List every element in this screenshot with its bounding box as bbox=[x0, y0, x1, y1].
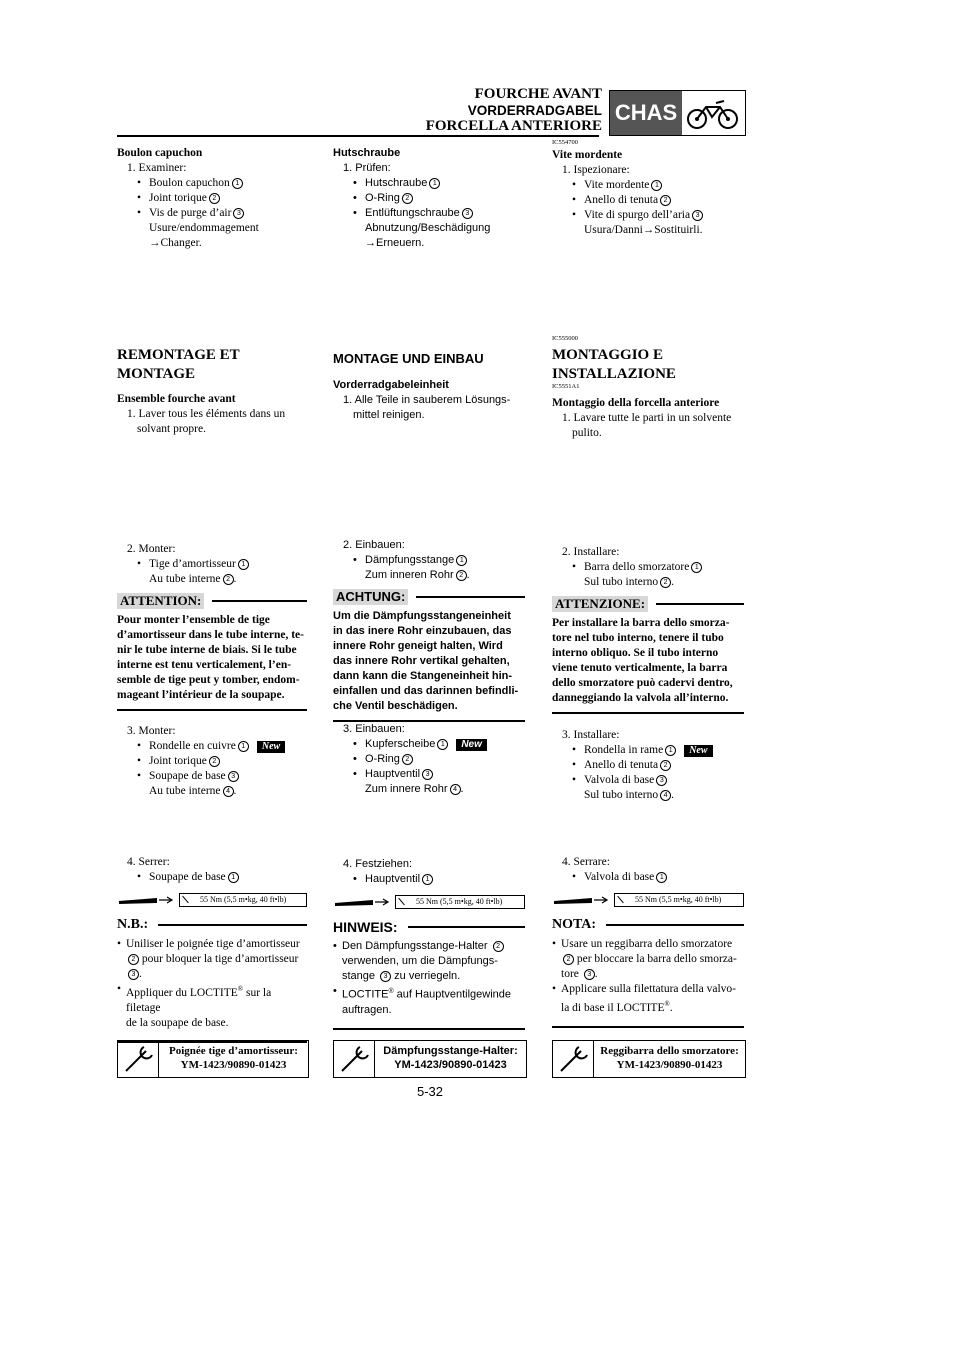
de-s2-title: Vorderradgabeleinheit bbox=[333, 379, 449, 391]
callout-2: 2 bbox=[456, 570, 467, 581]
callout-1: 1 bbox=[429, 178, 440, 189]
it-s1-item: • Anello di tenuta 2 bbox=[552, 193, 744, 208]
de-s1-item: • Hutschraube 1 bbox=[333, 176, 525, 191]
de-warning-label: ACHTUNG: bbox=[333, 589, 408, 605]
fr-warning-text: Pour monter l’ensemble de tige d’amortisseur dans le tube interne, te- nir le tube interne de biais. Si le tube interne est tenu verticalement, l’en- semble de tige peut y tomber, endom- mageant l’intérieur de la soupape. bbox=[117, 614, 304, 701]
it-section-montaggio bbox=[552, 346, 744, 441]
it-s3-item: • Anello di tenuta 2 bbox=[552, 758, 744, 773]
callout-1: 1 bbox=[238, 741, 249, 752]
fr-s1-item: • Vis de purge d’air 3 bbox=[117, 206, 307, 221]
it-section-vite bbox=[552, 148, 744, 238]
de-s3-step: 3. Einbauen: bbox=[343, 723, 405, 735]
it-s2-text: 1. Lavare tutte le parti in un solvente bbox=[562, 412, 732, 424]
torque-value: 55 Nm (5,5 m•kg, 40 ft•lb) bbox=[395, 895, 525, 909]
fr-s1-step1: 1. Examiner: bbox=[127, 162, 187, 174]
fr-s1-text: →Changer. bbox=[149, 237, 202, 249]
callout-3: 3 bbox=[128, 969, 139, 980]
callout-2: 2 bbox=[209, 193, 220, 204]
callout-2: 2 bbox=[493, 941, 504, 952]
fr-s2-text: 1. Laver tous les éléments dans un bbox=[127, 408, 286, 420]
callout-2: 2 bbox=[660, 577, 671, 588]
de-s2-text: mittel reinigen. bbox=[353, 409, 425, 421]
torque-wrench-icon bbox=[333, 895, 395, 909]
it-s4-step: 4. Serrare: bbox=[562, 856, 610, 868]
callout-1: 1 bbox=[228, 872, 239, 883]
callout-2: 2 bbox=[209, 756, 220, 767]
fr-s3-item: • Rondelle en cuivre 1 New bbox=[117, 739, 307, 754]
it-s2-item: Sul tubo interno 2 . bbox=[584, 576, 674, 588]
it-tool-code: YM-1423/90890-01423 bbox=[616, 1059, 723, 1071]
de-tool-code: YM-1423/90890-01423 bbox=[394, 1059, 507, 1071]
callout-3: 3 bbox=[233, 208, 244, 219]
de-s2-item: Zum inneren Rohr 2 . bbox=[365, 569, 470, 581]
fr-s2-step2: 2. Monter: bbox=[127, 543, 176, 555]
it-note-header bbox=[552, 917, 744, 933]
de-note-label: HINWEIS: bbox=[333, 919, 398, 935]
callout-1: 1 bbox=[456, 555, 467, 566]
wrench-icon bbox=[553, 1041, 594, 1077]
torque-wrench-icon bbox=[552, 893, 614, 907]
it-s3-step: 3. Installare: bbox=[562, 729, 620, 741]
header-title-de: VORDERRADGABEL bbox=[467, 103, 602, 118]
header-title-fr: FOURCHE AVANT bbox=[474, 86, 602, 102]
callout-3: 3 bbox=[422, 769, 433, 780]
torque-wrench-icon bbox=[117, 893, 179, 907]
it-s1-item: • Vite di spurgo dell’aria 3 bbox=[552, 208, 744, 223]
callout-4: 4 bbox=[223, 786, 234, 797]
it-s4-item: • Valvola di base 1 bbox=[552, 870, 744, 885]
de-s3-item: • Hauptventil 3 bbox=[333, 767, 525, 782]
it-s3-item: Sul tubo interno 4 . bbox=[584, 789, 674, 801]
section-badge-label: CHAS bbox=[610, 91, 682, 135]
de-s1-text: Abnutzung/Beschädigung bbox=[365, 222, 491, 234]
it-s1-title: Vite mordente bbox=[552, 149, 623, 161]
fr-tool-name: Poignée tige d’amortisseur: bbox=[169, 1045, 298, 1057]
it-heading: MONTAGGIO E bbox=[552, 347, 663, 363]
de-s2-item: • Dämpfungsstange 1 bbox=[333, 553, 525, 568]
de-warning-text: Um die Dämpfungsstangeneinheit in das inere Rohr einzubauen, das innere Rohr geneigt halten, Wird das innere Rohr vertikal gehalten, dann kann die Stangeneinheit hin- einfallen und das darinnen befindli- che Ventil beschädigen. bbox=[333, 610, 519, 712]
it-note-label: NOTA: bbox=[552, 917, 597, 932]
fr-heading: MONTAGE bbox=[117, 366, 196, 382]
callout-1: 1 bbox=[437, 739, 448, 750]
callout-2: 2 bbox=[402, 754, 413, 765]
it-warning-rule bbox=[552, 712, 744, 714]
torque-value: 55 Nm (5,5 m•kg, 40 ft•lb) bbox=[179, 893, 307, 907]
de-step-4: 4. Festziehen: • Hauptventil 1 55 Nm (5,5 m•kg, 40 ft•lb) HINWEIS: • Den Dämpfungsstange-Halter 2 verwenden, um die Dämpfungs- stange 3 zu verriegeln. • LOCTITE® auf Hauptventilgewinde auftragen. bbox=[333, 857, 525, 1030]
fr-s1-title: Boulon capuchon bbox=[117, 147, 203, 159]
de-torque-spec bbox=[333, 895, 525, 909]
de-section-montage bbox=[333, 349, 525, 423]
callout-2: 2 bbox=[660, 195, 671, 206]
header-title-it: FORCELLA ANTERIORE bbox=[425, 118, 602, 134]
de-step-2 bbox=[333, 538, 525, 722]
de-s3-item: Zum innere Rohr 4 . bbox=[365, 783, 464, 795]
de-special-tool bbox=[333, 1040, 527, 1078]
it-s1-item: • Vite mordente 1 bbox=[552, 178, 744, 193]
it-s1-text: Usura/Danni→Sostituirli. bbox=[584, 224, 703, 236]
de-note-item: • LOCTITE® auf Hauptventilgewinde bbox=[333, 984, 525, 1003]
header-rule bbox=[117, 135, 599, 137]
de-note-item: • Den Dämpfungsstange-Halter 2 bbox=[333, 939, 525, 954]
it-warning-text: Per installare la barra dello smorza- tore nel tubo interno, tenere il tubo interno obliquo. Se il tubo interno viene tenuto verticalmente, la barra dello smorzatore può cadervi dentro, danneggiando la valvola all’interno. bbox=[552, 617, 733, 704]
fr-s1-text: Usure/endommagement bbox=[149, 222, 259, 234]
callout-2: 2 bbox=[223, 574, 234, 585]
callout-3: 3 bbox=[692, 210, 703, 221]
page-number: 5-32 bbox=[416, 1084, 444, 1099]
callout-3: 3 bbox=[380, 971, 391, 982]
fr-section-montage bbox=[117, 346, 307, 437]
code-ic555000: IC555000 bbox=[552, 335, 578, 342]
it-s2-title: Montaggio della forcella anteriore bbox=[552, 397, 720, 409]
fr-s3-item: • Soupape de base 3 bbox=[117, 769, 307, 784]
fr-heading: REMONTAGE ET bbox=[117, 347, 240, 363]
de-note-header bbox=[333, 919, 525, 935]
de-s2-text: 1. Alle Teile in sauberem Lösungs- bbox=[343, 394, 511, 406]
it-heading: INSTALLAZIONE bbox=[552, 366, 676, 382]
fr-note-label: N.B.: bbox=[117, 917, 149, 932]
it-note-item: • Applicare sulla filettatura della valvo- bbox=[552, 982, 744, 997]
fr-s2-title: Ensemble fourche avant bbox=[117, 393, 236, 405]
de-s3-item: • Kupferscheibe 1 New bbox=[333, 737, 525, 752]
it-torque-spec bbox=[552, 893, 744, 907]
fr-step-2 bbox=[117, 542, 307, 711]
it-step-3 bbox=[552, 728, 744, 803]
de-note-rule bbox=[333, 1028, 525, 1030]
fr-s2-text: solvant propre. bbox=[137, 423, 206, 435]
de-s3-item: • O-Ring 2 bbox=[333, 752, 525, 767]
fr-s3-step: 3. Monter: bbox=[127, 725, 176, 737]
fr-note-item: • Appliquer du LOCTITE® sur la filetage bbox=[117, 982, 307, 1016]
callout-1: 1 bbox=[422, 874, 433, 885]
it-s2-text: pulito. bbox=[572, 427, 602, 439]
torque-value: 55 Nm (5,5 m•kg, 40 ft•lb) bbox=[614, 893, 744, 907]
fr-s4-step: 4. Serrer: bbox=[127, 856, 170, 868]
fr-section-boulon bbox=[117, 146, 307, 251]
it-note-item: • Usare un reggibarra dello smorzatore bbox=[552, 937, 744, 952]
callout-1: 1 bbox=[691, 562, 702, 573]
callout-2: 2 bbox=[660, 760, 671, 771]
callout-3: 3 bbox=[656, 775, 667, 786]
fr-note-item: • Uniliser le poignée tige d’amortisseur bbox=[117, 937, 307, 952]
fr-s1-item: • Joint torique 2 bbox=[117, 191, 307, 206]
it-special-tool bbox=[552, 1040, 746, 1078]
de-s1-step1: 1. Prüfen: bbox=[343, 162, 391, 174]
fr-special-tool bbox=[117, 1040, 309, 1078]
it-s2-step2: 2. Installare: bbox=[562, 546, 620, 558]
de-warning-header bbox=[333, 589, 525, 605]
callout-1: 1 bbox=[665, 745, 676, 756]
de-s1-text: →Erneuern. bbox=[365, 237, 425, 249]
it-tool-name: Reggibarra dello smorzatore: bbox=[600, 1045, 739, 1057]
de-s4-item: • Hauptventil 1 bbox=[333, 872, 525, 887]
callout-3: 3 bbox=[228, 771, 239, 782]
fr-tool-code: YM-1423/90890-01423 bbox=[180, 1059, 287, 1071]
callout-4: 4 bbox=[450, 784, 461, 795]
wrench-icon bbox=[334, 1041, 375, 1077]
new-part-badge: New bbox=[257, 741, 285, 753]
de-s4-step: 4. Festziehen: bbox=[343, 858, 413, 870]
fr-step-4: 4. Serrer: • Soupape de base 1 55 Nm (5,5 m•kg, 40 ft•lb) N.B.: • Uniliser le poignée tige d’amortisseur 2 pour bloquer la tige d’amortisseur 3 . • Appliquer du LOCTITE® sur la filetage de la soupape de base. bbox=[117, 855, 307, 1043]
fr-note-header bbox=[117, 917, 307, 933]
callout-1: 1 bbox=[651, 180, 662, 191]
it-warning-header bbox=[552, 596, 744, 612]
callout-4: 4 bbox=[660, 790, 671, 801]
de-heading: MONTAGE UND EINBAU bbox=[333, 351, 484, 366]
de-s1-title: Hutschraube bbox=[333, 147, 401, 159]
fr-s4-item: • Soupape de base 1 bbox=[117, 870, 307, 885]
code-ic5551a1: IC5551A1 bbox=[552, 383, 580, 390]
de-s1-item: • Entlüftungschraube 3 bbox=[333, 206, 525, 221]
de-section-hutschraube bbox=[333, 146, 525, 251]
callout-1: 1 bbox=[656, 872, 667, 883]
it-s3-item: • Rondella in rame 1 New bbox=[552, 743, 744, 758]
callout-2: 2 bbox=[128, 954, 139, 965]
it-note-rule bbox=[552, 1026, 744, 1028]
fr-warning-label: ATTENTION: bbox=[117, 593, 204, 609]
callout-2: 2 bbox=[563, 954, 574, 965]
fr-s2-item: Au tube interne 2 . bbox=[149, 573, 237, 585]
callout-3: 3 bbox=[584, 969, 595, 980]
callout-1: 1 bbox=[232, 178, 243, 189]
it-warning-label: ATTENZIONE: bbox=[552, 596, 648, 612]
wrench-icon bbox=[118, 1041, 159, 1077]
it-step-4: 4. Serrare: • Valvola di base 1 55 Nm (5,5 m•kg, 40 ft•lb) NOTA: • Usare un reggibarra dello smorzatore 2 per bloccare la barra dello smorza- tore 3 . • Applicare sulla filettatura della valvo- la di base il LOCTITE®. bbox=[552, 855, 744, 1028]
fr-warning-rule bbox=[117, 709, 307, 711]
fr-s2-item: • Tige d’amortisseur 1 bbox=[117, 557, 307, 572]
it-step-2 bbox=[552, 545, 744, 714]
it-s3-item: • Valvola di base 3 bbox=[552, 773, 744, 788]
fr-step-3 bbox=[117, 724, 307, 799]
fr-torque-spec bbox=[117, 893, 307, 907]
de-tool-name: Dämpfungsstange-Halter: bbox=[383, 1045, 518, 1057]
callout-1: 1 bbox=[238, 559, 249, 570]
de-s1-item: • O-Ring 2 bbox=[333, 191, 525, 206]
it-s2-item: • Barra dello smorzatore 1 bbox=[552, 560, 744, 575]
de-step-3 bbox=[333, 722, 525, 797]
motorcycle-icon bbox=[682, 91, 745, 135]
fr-s1-item: • Boulon capuchon 1 bbox=[117, 176, 307, 191]
fr-s3-item: • Joint torique 2 bbox=[117, 754, 307, 769]
fr-s3-item: Au tube interne 4 . bbox=[149, 785, 237, 797]
de-s2-step2: 2. Einbauen: bbox=[343, 539, 405, 551]
fr-warning-header bbox=[117, 593, 307, 609]
callout-2: 2 bbox=[402, 193, 413, 204]
callout-3: 3 bbox=[462, 208, 473, 219]
code-ic554700: IC554700 bbox=[552, 139, 578, 146]
new-part-badge: New bbox=[456, 739, 487, 751]
it-s1-step1: 1. Ispezionare: bbox=[562, 164, 630, 176]
section-badge bbox=[609, 90, 746, 136]
new-part-badge: New bbox=[684, 745, 712, 757]
